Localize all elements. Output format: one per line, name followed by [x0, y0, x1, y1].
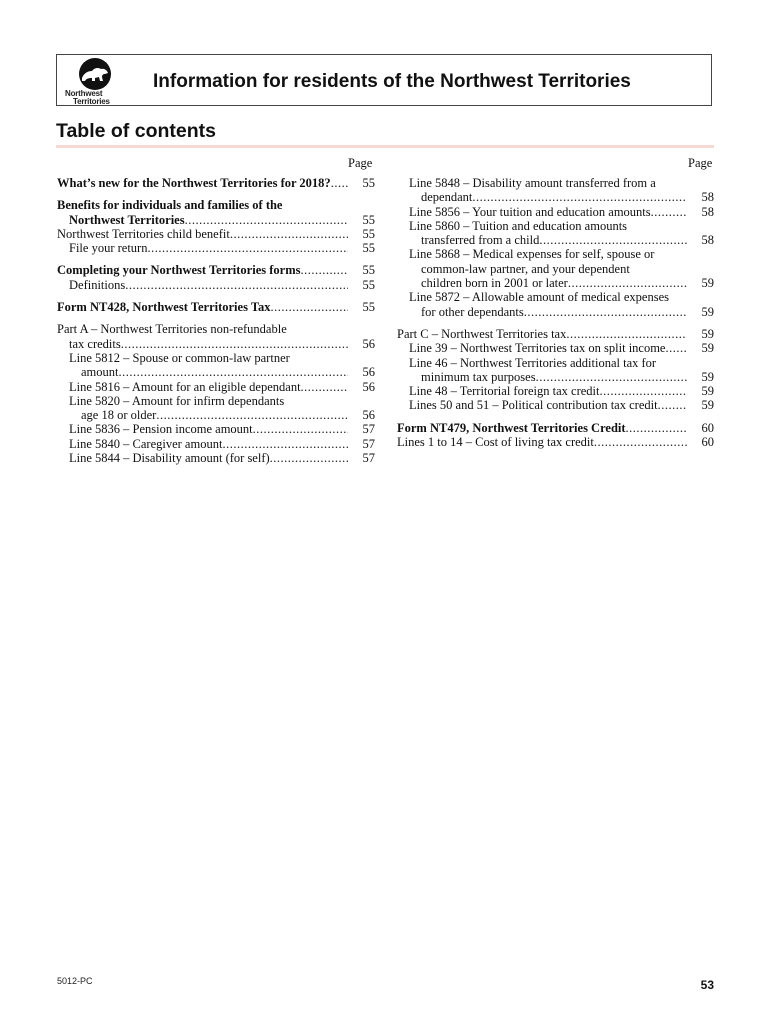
toc-entry[interactable]	[57, 300, 375, 314]
toc-entry-text: Benefits for individuals and families of the	[57, 198, 283, 213]
toc-entry-line	[397, 276, 687, 290]
toc-entry[interactable]	[397, 176, 714, 205]
toc-entry[interactable]	[57, 394, 375, 423]
toc-entry-line	[57, 351, 348, 365]
toc-entry[interactable]	[57, 227, 375, 241]
toc-entry-line	[397, 247, 687, 261]
toc-entry-text: for other dependants	[421, 304, 524, 319]
toc-entry-line	[57, 394, 348, 408]
toc-entry-page: 57	[362, 422, 375, 437]
dot-leader	[301, 380, 348, 394]
toc-entry-text: Line 5860 – Tuition and education amounts	[409, 218, 628, 233]
toc-entry[interactable]	[57, 241, 375, 255]
dot-leader	[253, 422, 348, 436]
toc-entry-text: Form NT428, Northwest Territories Tax	[57, 300, 271, 315]
toc-entry[interactable]	[57, 278, 375, 292]
toc-entry-text: common-law partner, and your dependent	[421, 261, 630, 276]
toc-entry-page: 59	[701, 398, 714, 413]
dot-leader	[594, 435, 687, 449]
toc-entry-page: 58	[701, 204, 714, 219]
toc-entry-line	[57, 263, 348, 277]
toc-entry[interactable]	[397, 341, 714, 355]
toc-entry-text: Lines 50 and 51 – Political contribution tax credit	[409, 398, 658, 413]
toc-entry[interactable]	[397, 435, 714, 449]
dot-leader	[536, 370, 687, 384]
page-column-label-right: Page	[688, 156, 713, 170]
toc-entry[interactable]	[57, 422, 375, 436]
toc-entry-text: Completing your Northwest Territories forms	[57, 263, 301, 278]
toc-entry-page: 59	[701, 341, 714, 356]
dot-leader	[658, 398, 687, 412]
toc-entry-line	[57, 437, 348, 451]
toc-entry-line	[57, 365, 348, 379]
heading-rule	[56, 145, 714, 148]
dot-leader	[300, 263, 348, 277]
toc-entry-page: 59	[701, 326, 714, 341]
logo-text-line1: Northwest	[65, 89, 103, 98]
toc-entry[interactable]	[57, 451, 375, 465]
dot-leader	[121, 337, 348, 351]
toc-entry-text: Form NT479, Northwest Territories Credit	[397, 420, 626, 435]
dot-leader	[524, 305, 687, 319]
toc-entry-line	[57, 198, 348, 212]
toc-entry-line	[397, 435, 687, 449]
toc-entry-text: Line 5872 – Allowable amount of medical expenses	[409, 290, 670, 305]
toc-entry-text: Part A – Northwest Territories non-refundable	[57, 322, 287, 337]
toc-entry[interactable]	[397, 384, 714, 398]
toc-entry-text: Northwest Territories child benefit	[57, 226, 230, 241]
toc-entry-page: 57	[362, 451, 375, 466]
toc-entry-line	[57, 408, 348, 422]
toc-entry-text: Line 5840 – Caregiver amount	[69, 436, 223, 451]
toc-entry[interactable]	[397, 327, 714, 341]
dot-leader	[185, 213, 348, 227]
toc-entry-text: dependant	[421, 190, 473, 205]
header-banner	[56, 54, 712, 106]
toc-entry[interactable]	[57, 176, 375, 190]
toc-entry-page: 56	[362, 365, 375, 380]
dot-leader	[665, 341, 687, 355]
toc-entry[interactable]	[397, 219, 714, 248]
toc-entry-text: What’s new for the Northwest Territories for 2018?	[57, 176, 331, 190]
toc-entry-text: Part C – Northwest Territories tax	[397, 326, 567, 341]
toc-entry-line	[57, 241, 348, 255]
polar-bear-icon	[77, 57, 113, 91]
toc-entry-line	[397, 262, 687, 276]
toc-entry-page: 59	[701, 369, 714, 384]
toc-heading: Table of contents	[56, 120, 216, 142]
toc-column-left	[57, 176, 375, 465]
toc-entry-page: 58	[701, 233, 714, 248]
toc-entry-page: 56	[362, 336, 375, 351]
toc-entry-line	[397, 305, 687, 319]
toc-entry-text: Definitions	[69, 277, 126, 292]
dot-leader	[119, 365, 349, 379]
toc-entry-text: transferred from a child	[421, 233, 540, 248]
toc-entry-text: tax credits	[69, 336, 121, 351]
toc-entry[interactable]	[57, 263, 375, 277]
toc-entry-page: 55	[362, 176, 375, 190]
dot-leader	[651, 205, 687, 219]
toc-entry-page: 59	[701, 384, 714, 399]
toc-entry-text: Lines 1 to 14 – Cost of living tax credit	[397, 435, 594, 450]
toc-entry-text: Line 5856 – Your tuition and education amounts	[409, 204, 651, 219]
toc-entry-page: 58	[701, 190, 714, 205]
toc-entry-page: 60	[701, 420, 714, 435]
northwest-territories-logo	[63, 57, 123, 105]
toc-entry-page: 56	[362, 379, 375, 394]
toc-entry-page: 59	[701, 304, 714, 319]
toc-entry-text: Line 46 – Northwest Territories additional tax for	[409, 355, 657, 370]
toc-entry[interactable]	[57, 437, 375, 451]
toc-entry-text: Line 48 – Territorial foreign tax credit	[409, 384, 600, 399]
toc-entry-text: Line 5816 – Amount for an eligible dependant	[69, 379, 301, 394]
dot-leader	[568, 276, 687, 290]
toc-entry-line	[57, 176, 348, 190]
toc-entry-line	[397, 341, 687, 355]
toc-entry-text: amount	[81, 365, 119, 380]
toc-entry-line	[57, 227, 348, 241]
toc-entry-text: age 18 or older	[81, 408, 157, 423]
dot-leader	[230, 227, 348, 241]
toc-entry-line	[397, 384, 687, 398]
dot-leader	[125, 278, 348, 292]
toc-entry-line	[57, 213, 348, 227]
toc-entry-line	[397, 290, 687, 304]
toc-entry-text: Line 5836 – Pension income amount	[69, 422, 253, 437]
toc-entry-line	[57, 337, 348, 351]
toc-entry-page: 59	[701, 276, 714, 291]
page-title: Information for residents of the Northwest Territories	[153, 71, 631, 92]
toc-entry-page: 57	[362, 436, 375, 451]
toc-entry-text: Northwest Territories	[69, 212, 185, 227]
toc-entry-page: 55	[362, 226, 375, 241]
toc-entry[interactable]	[397, 356, 714, 385]
toc-entry-page: 55	[362, 277, 375, 292]
toc-entry-page: 55	[362, 263, 375, 278]
toc-entry-line	[397, 356, 687, 370]
toc-entry-line	[397, 205, 687, 219]
toc-entry-line	[397, 370, 687, 384]
dot-leader	[156, 408, 348, 422]
toc-entry[interactable]	[397, 421, 714, 435]
toc-entry-text: Line 5812 – Spouse or common-law partner	[69, 350, 290, 365]
toc-entry-line	[57, 278, 348, 292]
toc-entry-text: Line 5848 – Disability amount transferred from a	[409, 176, 656, 190]
dot-leader	[566, 327, 687, 341]
dot-leader	[539, 233, 687, 247]
toc-entry-line	[57, 300, 348, 314]
toc-entry-text: Line 5844 – Disability amount (for self)	[69, 451, 270, 466]
toc-entry-text: Line 39 – Northwest Territories tax on split income	[409, 341, 666, 356]
toc-entry-text: children born in 2001 or later	[421, 276, 568, 291]
dot-leader	[472, 190, 687, 204]
toc-column-right	[397, 176, 714, 449]
toc-entry[interactable]	[397, 205, 714, 219]
toc-entry[interactable]	[397, 398, 714, 412]
dot-leader	[222, 437, 348, 451]
toc-entry-line	[397, 219, 687, 233]
toc-entry-page: 60	[701, 435, 714, 450]
toc-entry-line	[397, 190, 687, 204]
toc-entry[interactable]	[57, 380, 375, 394]
toc-entry-line	[397, 327, 687, 341]
toc-entry-line	[397, 233, 687, 247]
toc-entry-line	[397, 421, 687, 435]
toc-entry-page: 55	[362, 212, 375, 227]
toc-entry[interactable]	[397, 290, 714, 319]
toc-entry-line	[57, 422, 348, 436]
toc-entry-line	[397, 398, 687, 412]
toc-entry-line	[57, 380, 348, 394]
toc-entry-text: Line 5868 – Medical expenses for self, spouse or	[409, 247, 655, 262]
toc-entry-page: 56	[362, 408, 375, 423]
toc-entry-text: minimum tax purposes	[421, 369, 536, 384]
dot-leader	[626, 421, 687, 435]
toc-entry-line	[397, 176, 687, 190]
toc-entry[interactable]	[57, 351, 375, 380]
toc-entry-text: Line 5820 – Amount for infirm dependants	[69, 393, 285, 408]
dot-leader	[270, 451, 348, 465]
dot-leader	[331, 176, 348, 190]
toc-entry[interactable]	[397, 247, 714, 290]
page-column-label-left: Page	[348, 156, 373, 170]
page-number: 53	[700, 978, 714, 992]
toc-entry[interactable]	[57, 322, 375, 351]
form-code: 5012-PC	[57, 976, 93, 986]
dot-leader	[600, 384, 688, 398]
toc-entry-line	[57, 451, 348, 465]
toc-entry[interactable]	[57, 198, 375, 227]
logo-text-line2: Territories	[73, 97, 110, 106]
toc-entry-text: File your return	[69, 241, 148, 256]
dot-leader	[271, 300, 348, 314]
dot-leader	[147, 241, 348, 255]
toc-entry-page: 55	[362, 300, 375, 315]
toc-entry-line	[57, 322, 348, 336]
toc-entry-page: 55	[362, 241, 375, 256]
